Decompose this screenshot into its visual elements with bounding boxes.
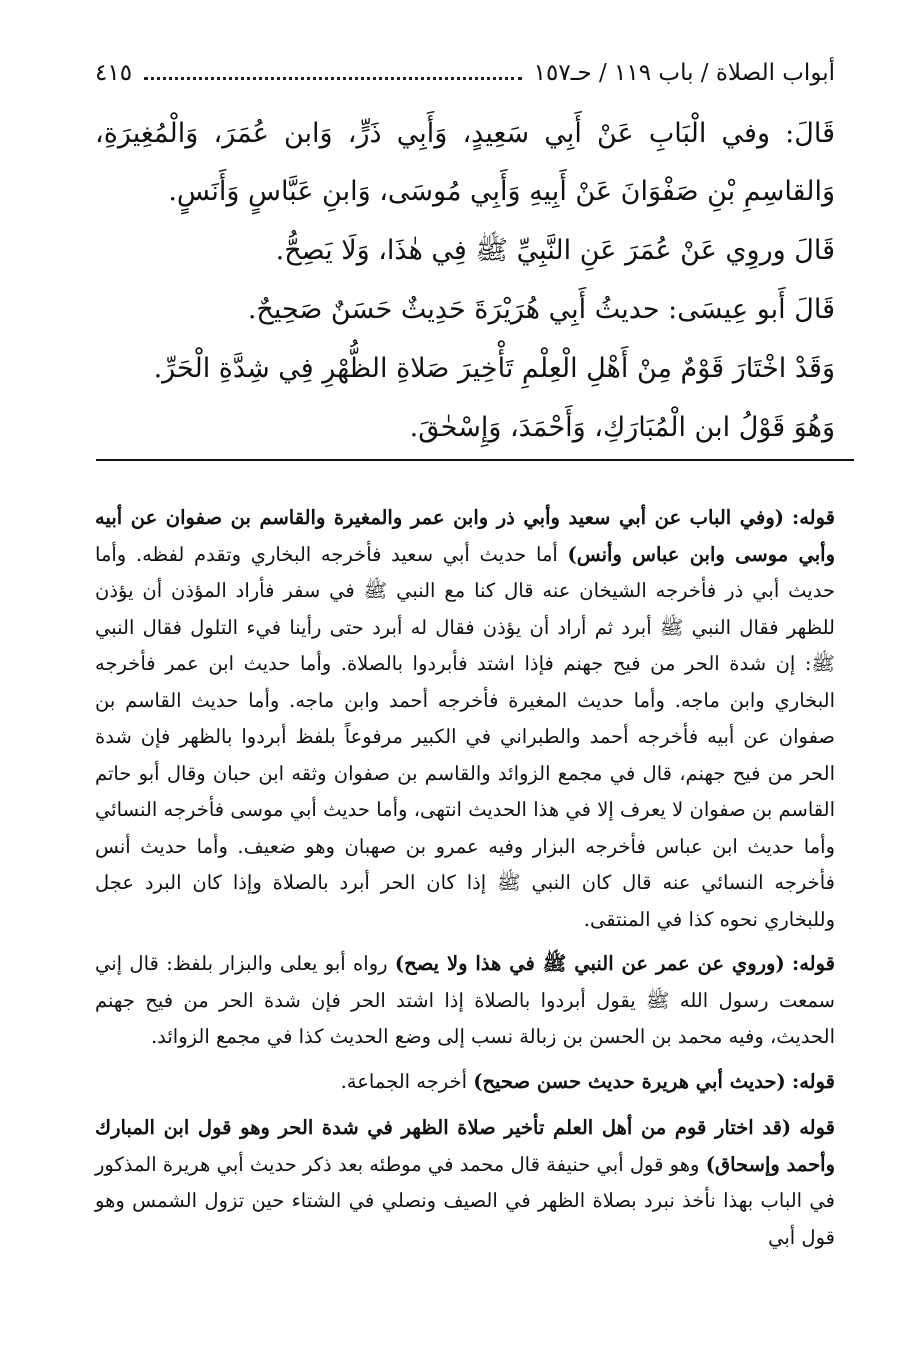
- commentary-label: قوله:: [792, 506, 835, 529]
- matn-paragraph: وَقَدْ اخْتَارَ قَوْمٌ مِنْ أَهْلِ الْعِلْمِ تَأْخِيرَ صَلاةِ الظُّهْرِ فِي شِدَّةِ الْحَرِّ.: [153, 353, 835, 384]
- commentary-label: قوله:: [792, 1069, 835, 1093]
- commentary-quote: (حديث أبي هريرة حديث حسن صحيح): [473, 1069, 786, 1093]
- running-header: [95, 52, 835, 88]
- commentary-text: أما حديث أبي سعيد فأخرجه البخاري وتقدم لفظه. وأما حديث أبي ذر فأخرجه الشيخان عنه قال كنا مع النبي ﷺ في سفر فأراد المؤذن أن يؤذن للظهر فقال النبي ﷺ أبرد ثم أراد أن يؤذن فقال له أبرد حتى رأينا فيء التلول فقال النبي ﷺ: إن شدة الحر من فيح جهنم فإذا اشتد فأبردوا بالصلاة. وأما حديث ابن عمر فأخرجه البخاري وابن ماجه. وأما حديث المغيرة فأخرجه أحمد وابن ماجه. وأما حديث القاسم بن صفوان عن أبيه فأخرجه أحمد والطبراني في الكبير مرفوعاً بلفظ أبردوا بالظهر فإن شدة الحر من فيح جهنم، قال في مجمع الزوائد والقاسم بن صفوان وثقه ابن حبان وقال أبو حاتم القاسم بن صفوان لا يعرف إلا في هذا الحديث انتهى، وأما حديث أبي موسى فأخرجه النسائي وأما حديث ابن عباس فأخرجه البزار وفيه عمرو بن صهبان وهو ضعيف. وأما حديث أنس فأخرجه النسائي عنه قال كان النبي ﷺ إذا كان الحر أبرد بالصلاة وإذا كان البرد عجل وللبخاري نحوه كذا في المنتقى.: [95, 542, 835, 931]
- commentary-quote: (قد اختار قوم من أهل العلم تأخير صلاة الظهر في شدة الحر وهو قول ابن المبارك وأحمد وإسحاق): [95, 1116, 836, 1176]
- matn-paragraph: قَالَ أَبو عِيسَى: حديثُ أَبِي هُرَيْرَةَ حَدِيثٌ حَسَنٌ صَحِيحٌ.: [247, 294, 835, 325]
- commentary-paragraph: [95, 1110, 835, 1256]
- header-dot-leader: [144, 77, 522, 80]
- commentary-label: قوله: [799, 1116, 835, 1139]
- commentary-label: قوله:: [792, 952, 836, 975]
- commentary: [95, 500, 835, 1264]
- page-number: ٤١٥: [95, 60, 133, 86]
- header-title: أبواب الصلاة / باب ١١٩ / حـ١٥٧: [533, 60, 835, 86]
- commentary-quote: (وروي عن عمر عن النبي ﷺ في هذا ولا يصح): [394, 952, 785, 975]
- commentary-paragraph: [95, 946, 835, 1056]
- commentary-paragraph: [95, 1064, 835, 1101]
- hadith-text: [95, 105, 835, 457]
- commentary-text: أخرجه الجماعة.: [340, 1069, 467, 1093]
- matn-paragraph: قَالَ وروِي عَنْ عُمَرَ عَنِ النَّبِيِّ ﷺ فِي هٰذَا، وَلَا يَصِحُّ.: [275, 235, 835, 266]
- commentary-text: وهو قول أبي حنيفة قال محمد في موطئه بعد ذكر حديث أبي هريرة المذكور في الباب بهذا نأخذ نبرد بصلاة الظهر في الصيف ونصلي في الشتاء حين تزول الشمس وهو قول أبي: [95, 1152, 835, 1249]
- commentary-paragraph: [95, 500, 835, 938]
- commentary-text: رواه أبو يعلى والبزار بلفظ: قال إني سمعت رسول الله ﷺ يقول أبردوا بالصلاة إذا اشتد الحر فإن شدة الحر من فيح جهنم الحديث، وفيه محمد بن الحسن بن زبالة نسب إلى وضع الحديث كذا في مجمع الزوائد.: [95, 952, 835, 1048]
- matn-paragraph: قَالَ: وفي الْبَابِ عَنْ أَبِي سَعِيدٍ، وَأَبِي ذَرٍّ، وَابن عُمَرَ، وَالْمُغِيرَةِ، وَالقاسِمِ بْنِ صَفْوَانَ عَنْ أَبِيهِ وَأَبِي مُوسَى، وَابنِ عَبَّاسٍ وَأَنَسٍ.: [95, 118, 835, 207]
- matn-paragraph: وَهُوَ قَوْلُ ابن الْمُبَارَكِ، وَأَحْمَدَ، وَإِسْحٰقَ.: [409, 412, 835, 443]
- separator-line: [96, 459, 854, 461]
- commentary-quote: (وفي الباب عن أبي سعيد وأبي ذر وابن عمر والمغيرة والقاسم بن صفوان عن أبيه وأبي موسى وابن عباس وأنس): [95, 506, 835, 566]
